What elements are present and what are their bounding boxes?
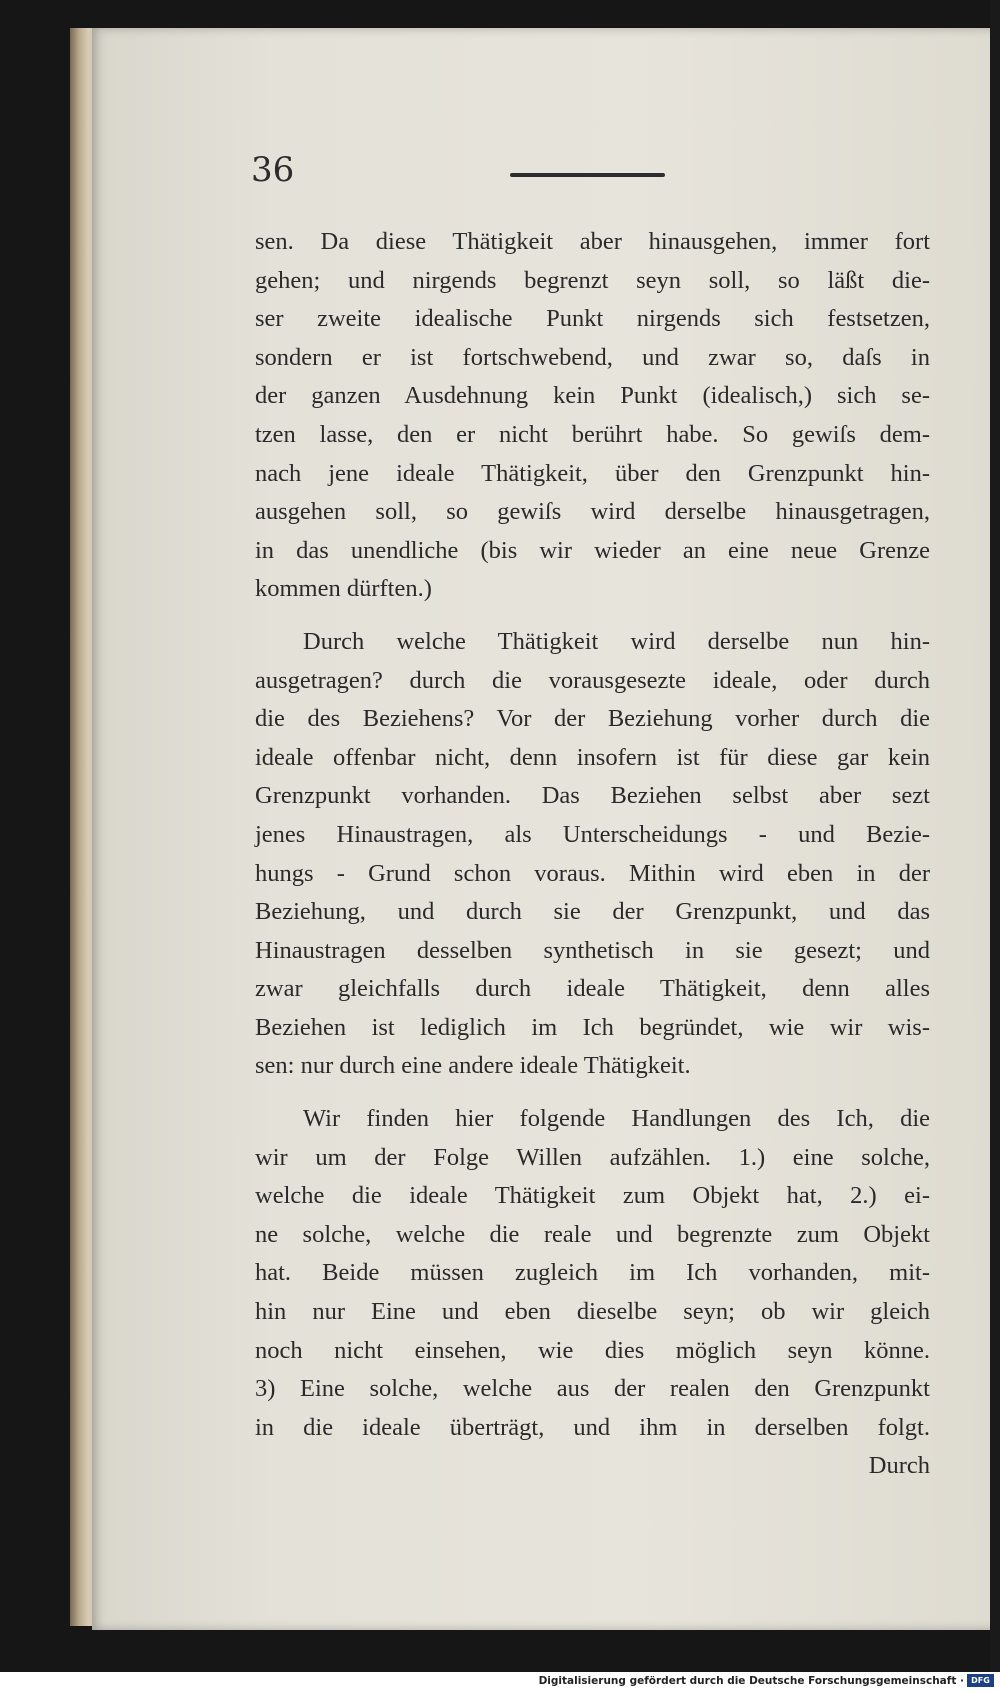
text-line: die des Beziehens? Vor der Beziehung vorher durch die <box>255 705 930 733</box>
page-number: 36 <box>251 150 295 190</box>
text-line: ideale offenbar nicht, denn insofern ist für diese gar kein <box>255 743 930 771</box>
text-line: welche die ideale Thätigkeit zum Objekt hat, 2.) ei- <box>255 1182 930 1210</box>
text-line: sen. Da diese Thätigkeit aber hinausgehen, immer fort <box>255 228 930 255</box>
text-line: noch nicht einsehen, wie dies möglich seyn könne. <box>255 1336 930 1364</box>
text-line: gehen; und nirgends begrenzt seyn soll, so läßt die- <box>255 266 930 294</box>
paragraph-gap <box>255 609 930 623</box>
text-line: in das unendliche (bis wir wieder an eine neue Grenze <box>255 536 930 564</box>
text-line: 3) Eine solche, welche aus der realen den Grenzpunkt <box>255 1375 930 1403</box>
dfg-logo: DFG <box>967 1674 994 1687</box>
paragraph-2 <box>255 623 930 1086</box>
text-line: kommen dürften.) <box>255 575 432 603</box>
text-line: nach jene ideale Thätigkeit, über den Grenzpunkt hin- <box>255 459 930 487</box>
text-line: tzen lasse, den er nicht berührt habe. So gewiſs dem- <box>255 420 930 448</box>
text-line: Wir finden hier folgende Handlungen des Ich, die <box>303 1105 930 1133</box>
catchword: Durch <box>868 1452 930 1480</box>
text-line: wir um der Folge Willen aufzählen. 1.) eine solche, <box>255 1143 930 1171</box>
text-line: ausgehen soll, so gewiſs wird derselbe hinausgetragen, <box>255 498 930 526</box>
paragraph-gap <box>255 1086 930 1100</box>
paragraph-1 <box>255 223 930 609</box>
text-line: ausgetragen? durch die vorausgesezte ideale, oder durch <box>255 666 930 694</box>
text-line: sondern er ist fortschwebend, und zwar so, daſs in <box>255 343 930 371</box>
text-line: Durch welche Thätigkeit wird derselbe nun hin- <box>303 627 930 655</box>
text-line: in die ideale überträgt, und ihm in derselben folgt. <box>255 1413 930 1441</box>
text-line: Beziehung, und durch sie der Grenzpunkt, und das <box>255 898 930 926</box>
text-line: Hinaustragen desselben synthetisch in sie gesezt; und <box>255 936 930 964</box>
header-rule <box>510 173 665 177</box>
paragraph-3 <box>255 1100 930 1447</box>
funding-credit: Digitalisierung gefördert durch die Deutsche Forschungsgemeinschaft · <box>538 1675 964 1687</box>
text-line: ser zweite idealische Punkt nirgends sich festsetzen, <box>255 305 930 333</box>
text-line: zwar gleichfalls durch ideale Thätigkeit, denn alles <box>255 975 930 1003</box>
text-line: hungs - Grund schon voraus. Mithin wird eben in der <box>255 859 930 887</box>
body-text <box>255 223 930 1486</box>
text-line: hat. Beide müssen zugleich im Ich vorhanden, mit- <box>255 1259 930 1287</box>
text-line: Grenzpunkt vorhanden. Das Beziehen selbst aber sezt <box>255 782 930 810</box>
right-gutter <box>990 0 1000 1672</box>
text-line: jenes Hinaustragen, als Unterscheidungs - und Bezie- <box>255 820 930 848</box>
text-line: hin nur Eine und eben dieselbe seyn; ob wir gleich <box>255 1298 930 1326</box>
text-line: ne solche, welche die reale und begrenzte zum Objekt <box>255 1220 930 1248</box>
text-line: sen: nur durch eine andere ideale Thätigkeit. <box>255 1052 691 1080</box>
text-line: Beziehen ist lediglich im Ich begründet, wie wir wis- <box>255 1013 930 1041</box>
text-line: der ganzen Ausdehnung kein Punkt (idealisch,) sich se- <box>255 382 930 410</box>
